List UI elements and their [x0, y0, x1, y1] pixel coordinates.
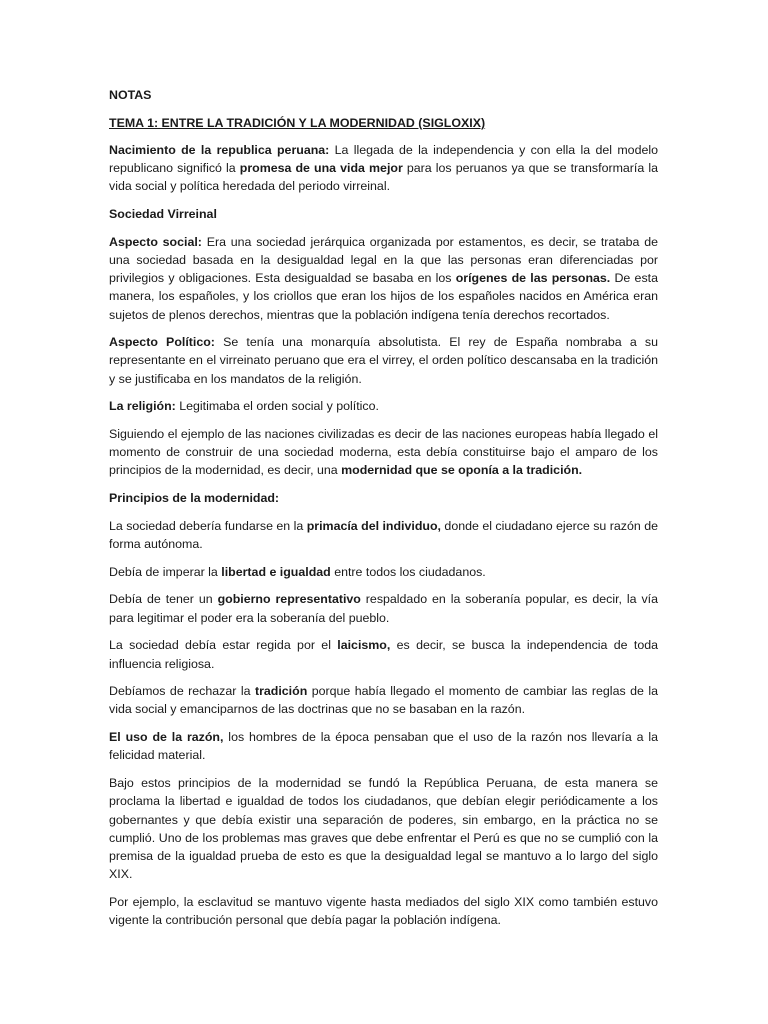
paragraph-text: Por ejemplo, la esclavitud se mantuvo vigente hasta mediados del siglo XIX como también estuvo vigente la contribución personal que debía pagar la población indígena. [109, 894, 658, 928]
paragraph-text: Se tenía una monarquía absolutista. El rey de España nombraba a su representante en el virreinato peruano que era el virrey, el orden político descansaba en la tradición y se justificaba en los mandatos de la religión. [109, 335, 658, 386]
paragraph-lead: Nacimiento de la republica peruana: [109, 142, 330, 157]
paragraph-text: Bajo estos principios de la modernidad se fundó la República Peruana, de esta manera se proclama la libertad e igualdad de todos los ciudadanos, que debían elegir periódicamente a los gobernantes y que debía existir una separación de poderes, sin embargo, en la práctica no se cumplió. Uno de los problemas mas graves que debe enfrentar el Perú es que no se cumplió con la premisa de la igualdad prueba de esto es que la desigualdad legal se mantuvo a lo largo del siglo XIX. [109, 776, 658, 882]
paragraph-text: para los peruanos ya que se transformaría la vida social y política heredada del periodo virreinal. [109, 161, 658, 194]
paragraph-emphasis: promesa de una vida mejor [239, 161, 403, 176]
paragraph-aspecto-social [109, 233, 658, 324]
paragraph-text: La llegada de la independencia y con ella la del modelo republicano significó la [109, 142, 658, 176]
paragraph-text: Era una sociedad jerárquica organizada por estamentos, es decir, se trataba de una sociedad basada en la desigualdad legal en la que las personas eran diferenciadas por privilegios y obligaciones. Esta desigualdad se basaba en los [109, 234, 658, 286]
paragraph-text: Debíamos de rechazar la [109, 684, 255, 699]
paragraph-principio-laicismo [109, 636, 658, 672]
paragraph-lead: Aspecto Político: [109, 335, 215, 350]
paragraph-nacimiento [109, 141, 658, 196]
paragraph-text: La sociedad debía estar regida por el [109, 638, 338, 653]
paragraph-emphasis: libertad e igualdad [221, 564, 331, 579]
paragraph-text: entre todos los ciudadanos. [330, 564, 486, 579]
paragraph-lead: Aspecto social: [109, 234, 202, 249]
paragraph-emphasis: orígenes de las personas. [455, 271, 611, 286]
paragraph-emphasis: gobierno representativo [217, 592, 361, 607]
section-heading-sociedad-virreinal: Sociedad Virreinal [109, 207, 217, 222]
paragraph-text: respaldado en la soberanía popular, es decir, la vía para legitimar el poder era la soberanía del pueblo. [109, 592, 658, 625]
paragraph-text: porque había llegado el momento de cambiar las reglas de la vida social y emanciparnos de las doctrinas que no se basaban en la razón. [109, 684, 658, 717]
paragraph-lead: El uso de la razón, [109, 730, 224, 745]
paragraph-esclavitud [109, 893, 658, 929]
paragraph-emphasis: primacía del individuo, [306, 518, 441, 533]
topic-title: TEMA 1: ENTRE LA TRADICIÓN Y LA MODERNIDAD (SIGLOXIX) [109, 115, 486, 130]
paragraph-principio-tradicion [109, 682, 658, 718]
paragraph-sociedad-moderna [109, 425, 658, 480]
document-page [109, 86, 658, 939]
paragraph-text: Debía de tener un [109, 592, 218, 607]
paragraph-aspecto-politico [109, 333, 658, 388]
paragraph-uso-razon [109, 728, 658, 764]
section-heading-principios: Principios de la modernidad: [109, 491, 280, 506]
paragraph-text: Debía de imperar la [109, 564, 222, 579]
notes-heading: NOTAS [109, 88, 152, 102]
paragraph-principio-libertad [109, 563, 658, 581]
paragraph-lead: La religión: [109, 399, 176, 414]
paragraph-text: los hombres de la época pensaban que el uso de la razón nos llevaría a la felicidad material. [109, 730, 658, 763]
paragraph-emphasis: tradición [254, 684, 308, 699]
paragraph-text: Siguiendo el ejemplo de las naciones civilizadas es decir de las naciones europeas había llegado el momento de construir de una sociedad moderna, esta debía constituirse bajo el amparo de los principios de la modernidad, es decir, una [109, 427, 658, 478]
paragraph-religion [109, 397, 658, 415]
paragraph-emphasis: laicismo, [337, 638, 391, 653]
paragraph-text: Legitimaba el orden social y político. [175, 399, 379, 414]
paragraph-republica-peruana [109, 774, 658, 883]
paragraph-principio-gobierno [109, 590, 658, 626]
paragraph-text: es decir, se busca la independencia de toda influencia religiosa. [109, 638, 658, 671]
paragraph-principio-individuo [109, 517, 658, 553]
paragraph-text: donde el ciudadano ejerce su razón de forma autónoma. [109, 518, 658, 552]
paragraph-emphasis: modernidad que se oponía a la tradición. [341, 463, 583, 478]
paragraph-text: La sociedad debería fundarse en la [109, 518, 307, 533]
paragraph-text: De esta manera, los españoles, y los criollos que eran los hijos de los españoles nacidos en América eran sujetos de plenos derechos, mientras que la población indígena tenía derechos recortados. [109, 271, 658, 322]
